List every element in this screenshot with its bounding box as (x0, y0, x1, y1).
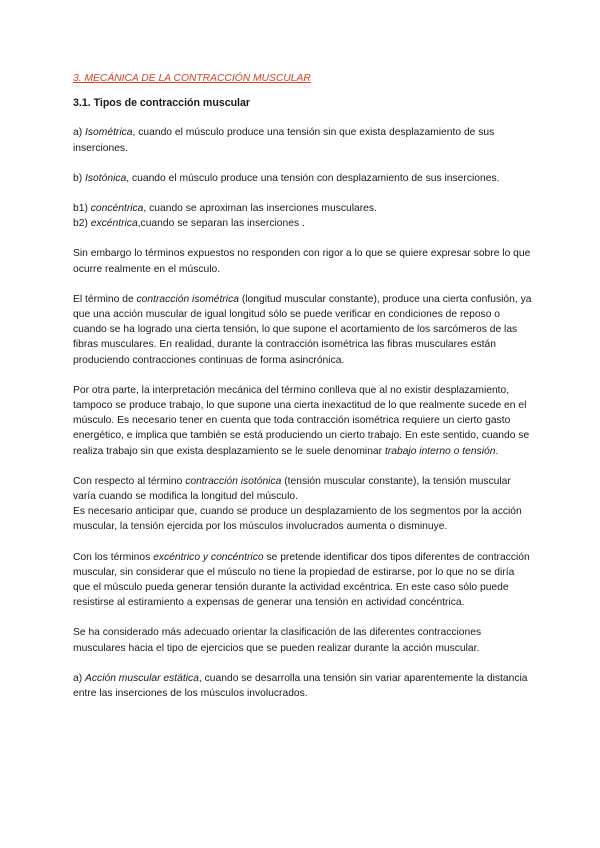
paragraph-accion-estatica: a) Acción muscular estática, cuando se desarrolla una tensión sin variar aparentemente la distancia entre las inserciones de los músculos involucrados. (73, 672, 528, 700)
paragraph-isometrica: a) Isométrica, cuando el músculo produce una tensión sin que exista desplazamiento de sus inserciones. (73, 127, 495, 154)
paragraph-con-terminos: Con los términos excéntrico y concéntrico se pretende identificar dos tipos diferentes de contracción muscular, sin considerar que el músculo no tiene la propiedad de estirarse, por lo que no se diría que el músculo pueda generar tensión durante la actividad excéntrica. En este caso sólo puede resistirse al estiramiento a expensas de generar una tensión en actividad concéntrica. (73, 551, 530, 609)
paragraph-termino-isometrica: El término de contracción isométrica (longitud muscular constante), produce una cierta confusión, ya que una acción muscular de igual longitud sólo se puede verificar en condiciones de reposo o cuando se ha logrado una cierta tensión, lo que supone el acortamiento de los sarcómeros de las fibras musculares. En realidad, durante la contracción isométrica las fibras musculares están produciendo contracciones continuas de forma asincrónica. (73, 293, 532, 366)
paragraph-por-otra-parte: Por otra parte, la interpretación mecánica del término conlleva que al no existir desplazamiento, tampoco se produce trabajo, lo que supone una cierta inexactitud de lo que realmente sucede en el músculo. Es necesario tener en cuenta que toda contracción isométrica requiere un cierto gasto energético, e implica que también se está produciendo un cierto trabajo. En este sentido, cuando se realiza trabajo sin que exista desplazamiento se le suele denominar trabajo interno o tensión. (73, 384, 530, 457)
section-title: 3. MECÁNICA DE LA CONTRACCIÓN MUSCULAR (73, 73, 311, 84)
paragraph-considerado: Se ha considerado más adecuado orientar la clasificación de las diferentes contracciones musculares hacia el tipo de ejercicios que se pueden realizar durante la acción muscular. (73, 627, 482, 654)
paragraph-isotonica: b) Isotónica, cuando el músculo produce una tensión con desplazamiento de sus inserciones. (73, 172, 500, 184)
subsection-title: 3.1. Tipos de contracción muscular (73, 97, 251, 110)
paragraph-excentrica: b2) excéntrica,cuando se separan las inserciones . (73, 218, 305, 230)
paragraph-concentrica: b1) concéntrica, cuando se aproximan las inserciones musculares. (73, 203, 377, 215)
paragraph-sin-embargo: Sin embargo lo términos expuestos no responden con rigor a lo que se quiere expresar sobre lo que ocurre realmente en el músculo. (73, 248, 531, 275)
document-body (73, 71, 533, 716)
paragraph-respecto-isotonica: Con respecto al término contracción isotónica (tensión muscular constante), la tensión muscular varía cuando se modifica la longitud del músculo. (73, 475, 511, 503)
paragraph-necesario: Es necesario anticipar que, cuando se produce un desplazamiento de los segmentos por la acción muscular, la tensión ejercida por los músculos involucrados aumenta o disminuye. (73, 506, 522, 533)
